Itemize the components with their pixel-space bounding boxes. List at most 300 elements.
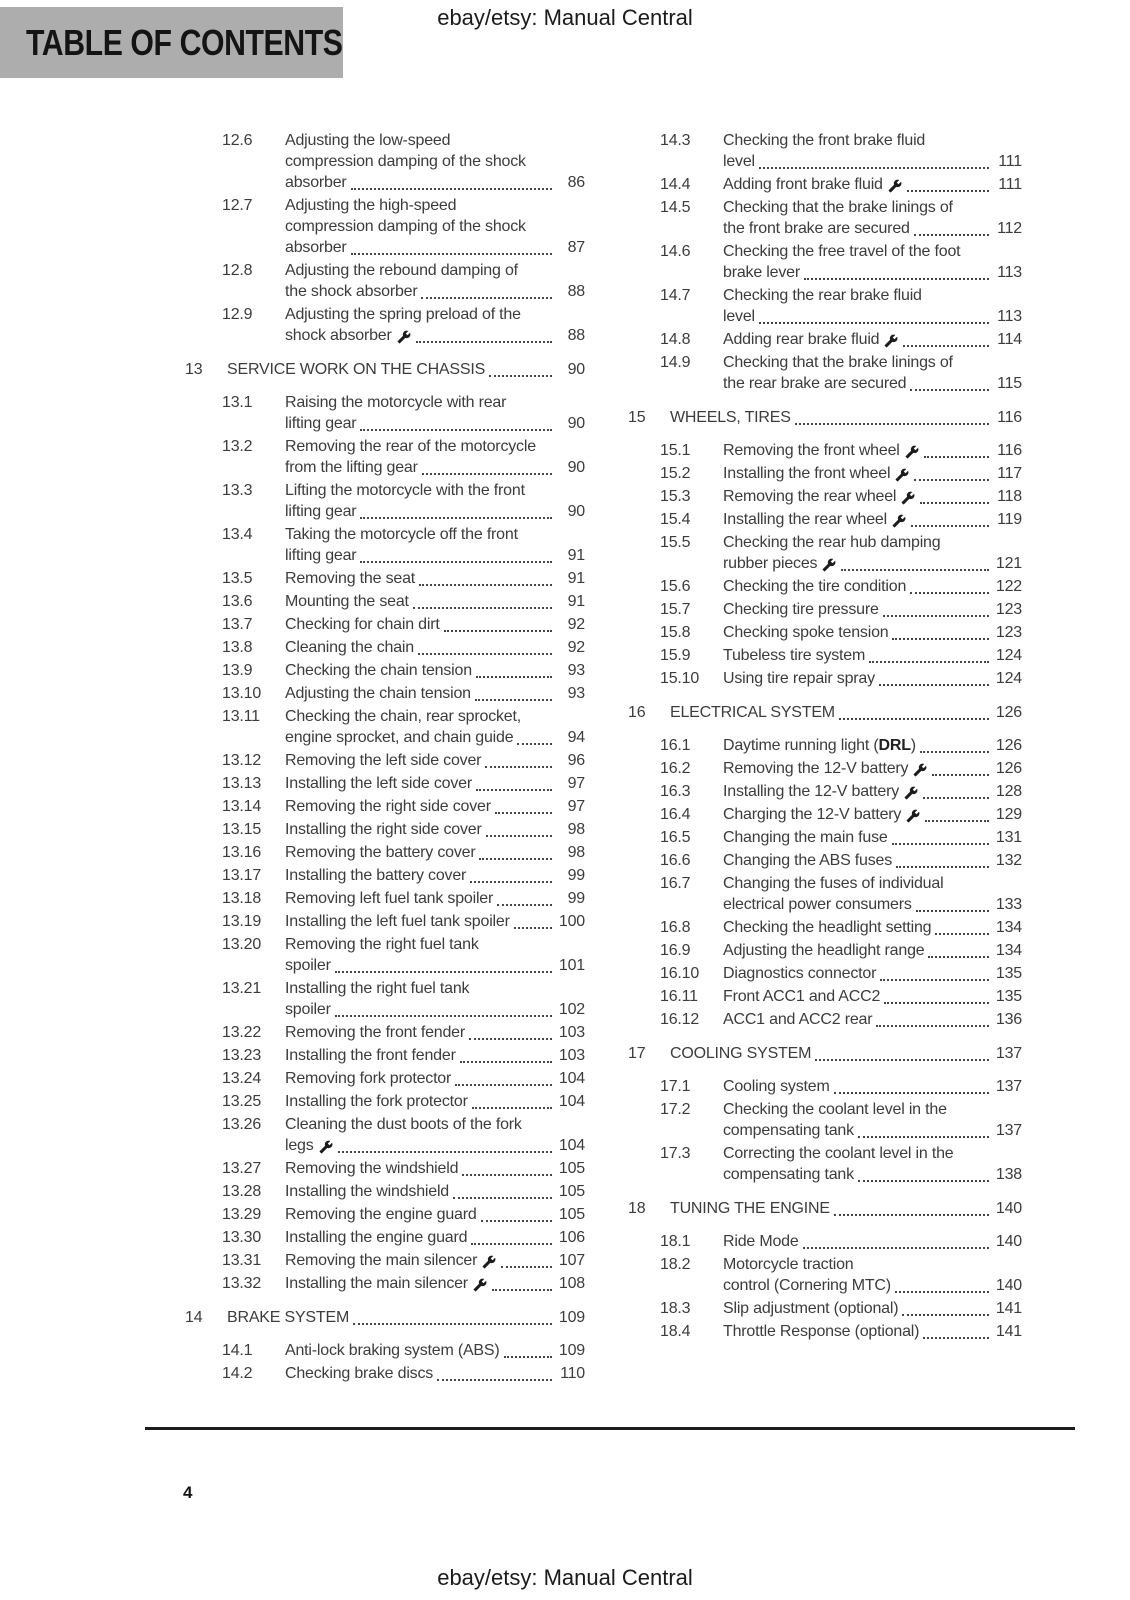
toc-title-text: Adding front brake fluid xyxy=(723,176,883,193)
toc-page-ref: 107 xyxy=(558,1252,585,1269)
leader-dots xyxy=(916,910,989,912)
toc-title-block xyxy=(285,436,585,478)
toc-title-block xyxy=(723,1254,1022,1296)
toc-title-block xyxy=(723,1231,1022,1252)
toc-number: 13.30 xyxy=(222,1229,262,1246)
leader-dots xyxy=(923,1337,989,1339)
toc-page-ref: 140 xyxy=(995,1200,1022,1217)
toc-title-text: Using tire repair spray xyxy=(723,670,875,687)
toc-number: 16.8 xyxy=(660,919,691,936)
toc-title-block xyxy=(285,911,585,932)
leader-dots xyxy=(353,1323,552,1325)
toc-title-block xyxy=(285,888,585,909)
toc-title-line: Adjusting the rebound damping of xyxy=(285,262,518,279)
toc-number: 17.3 xyxy=(660,1145,691,1162)
toc-title-block xyxy=(285,1227,585,1248)
toc-entry-row xyxy=(185,888,585,909)
toc-title-text: level xyxy=(723,153,755,170)
toc-title-text: Mounting the seat xyxy=(285,593,409,610)
toc-title-block xyxy=(285,773,585,794)
toc-number: 13.6 xyxy=(222,593,253,610)
toc-number: 16.5 xyxy=(660,829,691,846)
toc-page-ref: 114 xyxy=(997,331,1022,348)
leader-dots xyxy=(911,525,989,527)
toc-entry-row xyxy=(185,978,585,1020)
leader-dots xyxy=(501,1266,552,1268)
toc-title-text: COOLING SYSTEM xyxy=(670,1045,812,1062)
wrench-icon xyxy=(905,445,919,459)
toc-banner xyxy=(0,7,343,78)
wrench-icon xyxy=(892,514,906,528)
toc-page-ref: 131 xyxy=(995,829,1022,846)
leader-dots xyxy=(437,1379,552,1381)
toc-page-ref: 135 xyxy=(995,988,1022,1005)
toc-entry-row xyxy=(185,1022,585,1043)
toc-title-text: ACC1 and ACC2 rear xyxy=(723,1011,873,1028)
toc-title-block xyxy=(723,463,1022,484)
leader-dots xyxy=(418,653,552,655)
toc-page-ref: 103 xyxy=(558,1024,585,1041)
toc-number: 15.1 xyxy=(660,442,691,459)
toc-entry-row xyxy=(628,827,1022,848)
footer-rule xyxy=(145,1427,1075,1430)
toc-title-block xyxy=(723,352,1022,394)
toc-title-text: shock absorber xyxy=(285,327,392,344)
leader-dots xyxy=(892,638,989,640)
toc-title-text: Installing the front wheel xyxy=(723,465,891,482)
toc-page-ref: 133 xyxy=(995,896,1022,913)
toc-section-row xyxy=(185,1307,585,1328)
toc-title-text: from the lifting gear xyxy=(285,459,418,476)
toc-title-text: TUNING THE ENGINE xyxy=(670,1200,830,1217)
toc-number: 13.19 xyxy=(222,913,262,930)
toc-number: 18.2 xyxy=(660,1256,691,1273)
leader-dots xyxy=(486,835,552,837)
toc-entry-row xyxy=(628,735,1022,756)
leader-dots xyxy=(413,607,552,609)
toc-title-line: Adjusting the spring preload of the xyxy=(285,306,521,323)
toc-title-line: compression damping of the shock xyxy=(285,153,526,170)
toc-title-text: control (Cornering MTC) xyxy=(723,1277,891,1294)
toc-title-block xyxy=(285,978,585,1020)
toc-page-ref: 123 xyxy=(995,601,1022,618)
toc-page-ref: 124 xyxy=(995,670,1022,687)
toc-title-block xyxy=(670,1043,1022,1064)
toc-number: 18.1 xyxy=(660,1233,691,1250)
toc-entry-row xyxy=(628,917,1022,938)
toc-title-line: compression damping of the shock xyxy=(285,218,526,235)
toc-title-text: Removing the windshield xyxy=(285,1160,459,1177)
toc-title-text: rubber pieces xyxy=(723,555,818,572)
toc-entry-row xyxy=(185,1227,585,1248)
toc-entry-row xyxy=(628,1321,1022,1342)
toc-title-block xyxy=(723,622,1022,643)
toc-title-text: Removing the engine guard xyxy=(285,1206,477,1223)
toc-page-ref: 94 xyxy=(567,729,585,746)
toc-title-block xyxy=(723,130,1022,172)
toc-entry-row xyxy=(185,637,585,658)
leader-dots xyxy=(925,820,989,822)
leader-dots xyxy=(839,718,989,720)
toc-number: 15.4 xyxy=(660,511,691,528)
toc-title-line: Raising the motorcycle with rear xyxy=(285,394,507,411)
toc-title-block xyxy=(723,1076,1022,1097)
toc-entry-row xyxy=(185,773,585,794)
toc-entry-row xyxy=(628,285,1022,327)
leader-dots xyxy=(869,661,989,663)
toc-number: 13.21 xyxy=(222,980,262,997)
toc-page-ref: 140 xyxy=(995,1233,1022,1250)
toc-entry-row xyxy=(628,509,1022,530)
toc-title-text: spoiler xyxy=(285,957,331,974)
toc-page-ref: 137 xyxy=(995,1045,1022,1062)
toc-entry-row xyxy=(628,197,1022,239)
toc-title-block xyxy=(723,509,1022,530)
toc-column-left xyxy=(185,130,585,1386)
toc-title-block xyxy=(723,1321,1022,1342)
toc-title-block xyxy=(723,668,1022,689)
toc-entry-row xyxy=(628,1298,1022,1319)
toc-number: 13.29 xyxy=(222,1206,262,1223)
leader-dots xyxy=(920,502,989,504)
toc-number: 12.9 xyxy=(222,306,253,323)
toc-title-block xyxy=(285,683,585,704)
toc-entry-row xyxy=(628,576,1022,597)
toc-title-block xyxy=(723,804,1022,825)
toc-title-block xyxy=(227,1307,585,1328)
toc-page-ref: 109 xyxy=(558,1342,585,1359)
toc-number: 14.7 xyxy=(660,287,691,304)
leader-dots xyxy=(928,956,989,958)
toc-page-ref: 113 xyxy=(997,264,1022,281)
leader-dots xyxy=(914,479,989,481)
toc-page-ref: 111 xyxy=(998,153,1022,170)
toc-number: 14.6 xyxy=(660,243,691,260)
toc-title-text: lifting gear xyxy=(285,415,357,432)
toc-page-ref: 126 xyxy=(995,760,1022,777)
toc-title-line: Checking the front brake fluid xyxy=(723,132,926,149)
toc-page-ref: 90 xyxy=(567,503,585,520)
toc-section-row xyxy=(628,1198,1022,1219)
toc-title-text: SERVICE WORK ON THE CHASSIS xyxy=(227,361,486,378)
toc-title-line: Installing the right fuel tank xyxy=(285,980,470,997)
toc-entry-row xyxy=(185,819,585,840)
toc-title-text: Installing the engine guard xyxy=(285,1229,468,1246)
toc-number: 13.16 xyxy=(222,844,262,861)
toc-number: 13.8 xyxy=(222,639,253,656)
toc-number: 13.18 xyxy=(222,890,262,907)
toc-title-line: Cleaning the dust boots of the fork xyxy=(285,1116,522,1133)
toc-title-text: Removing the right side cover xyxy=(285,798,491,815)
toc-title-block xyxy=(723,781,1022,802)
toc-entry-row xyxy=(628,130,1022,172)
leader-dots xyxy=(804,278,989,280)
leader-dots xyxy=(476,789,552,791)
toc-number: 14.3 xyxy=(660,132,691,149)
toc-title-text: Slip adjustment (optional) xyxy=(723,1300,899,1317)
toc-title-block xyxy=(285,524,585,566)
toc-number: 16.12 xyxy=(660,1011,700,1028)
toc-number: 13.26 xyxy=(222,1116,262,1133)
toc-page-ref: 118 xyxy=(997,488,1022,505)
toc-title-text: Checking for chain dirt xyxy=(285,616,440,633)
toc-number: 15.8 xyxy=(660,624,691,641)
toc-title-block xyxy=(723,940,1022,961)
toc-entry-row xyxy=(628,599,1022,620)
leader-dots xyxy=(907,190,989,192)
toc-page-ref: 124 xyxy=(995,647,1022,664)
toc-number: 15.9 xyxy=(660,647,691,664)
toc-title-text: Checking the headlight setting xyxy=(723,919,932,936)
toc-title-line: Checking the rear brake fluid xyxy=(723,287,922,304)
toc-title-line: Checking the coolant level in the xyxy=(723,1101,947,1118)
toc-title-line: Taking the motorcycle off the front xyxy=(285,526,518,543)
toc-title-block xyxy=(285,568,585,589)
leader-dots xyxy=(504,1356,552,1358)
toc-page-ref: 137 xyxy=(995,1122,1022,1139)
toc-title-text: Installing the right side cover xyxy=(285,821,482,838)
leader-dots xyxy=(795,423,989,425)
toc-title-text: spoiler xyxy=(285,1001,331,1018)
toc-page-ref: 93 xyxy=(567,685,585,702)
leader-dots xyxy=(920,751,989,753)
header-site-label: ebay/etsy: Manual Central xyxy=(437,5,693,30)
toc-entry-row xyxy=(185,260,585,302)
toc-number: 13.28 xyxy=(222,1183,262,1200)
toc-title-text: engine sprocket, and chain guide xyxy=(285,729,514,746)
toc-title-block xyxy=(723,1099,1022,1141)
leader-dots xyxy=(472,1107,552,1109)
toc-page-ref: 90 xyxy=(567,361,585,378)
toc-title-block xyxy=(723,963,1022,984)
toc-page-ref: 88 xyxy=(567,327,585,344)
leader-dots xyxy=(924,456,989,458)
toc-page-ref: 99 xyxy=(567,867,585,884)
toc-entry-row xyxy=(628,1099,1022,1141)
toc-title-text: Installing the 12-V battery xyxy=(723,783,900,800)
toc-title-block xyxy=(285,750,585,771)
toc-title-block xyxy=(285,1022,585,1043)
toc-title-text: Cooling system xyxy=(723,1078,830,1095)
leader-dots xyxy=(892,843,989,845)
toc-title-text: Charging the 12-V battery xyxy=(723,806,902,823)
wrench-icon xyxy=(913,763,927,777)
toc-entry-row xyxy=(628,873,1022,915)
leader-dots xyxy=(517,743,552,745)
toc-title-block xyxy=(723,241,1022,283)
leader-dots xyxy=(460,1061,552,1063)
toc-title-block xyxy=(723,576,1022,597)
toc-entry-row xyxy=(628,850,1022,871)
toc-title-block xyxy=(723,917,1022,938)
toc-entry-row xyxy=(628,986,1022,1007)
toc-number: 17 xyxy=(628,1045,646,1062)
toc-title-text: Removing fork protector xyxy=(285,1070,452,1087)
toc-title-text: Installing the left fuel tank spoiler xyxy=(285,913,510,930)
toc-entry-row xyxy=(185,934,585,976)
toc-page-ref: 121 xyxy=(995,555,1022,572)
leader-dots xyxy=(360,561,552,563)
toc-entry-row xyxy=(628,1143,1022,1185)
toc-entry-row xyxy=(185,842,585,863)
wrench-icon xyxy=(482,1255,496,1269)
toc-number: 16.10 xyxy=(660,965,700,982)
leader-dots xyxy=(759,167,989,169)
toc-page-ref: 103 xyxy=(558,1047,585,1064)
leader-dots xyxy=(444,630,552,632)
toc-entry-row xyxy=(185,614,585,635)
leader-dots xyxy=(803,1247,989,1249)
toc-number: 18.3 xyxy=(660,1300,691,1317)
toc-title-block xyxy=(285,480,585,522)
toc-entry-row xyxy=(628,622,1022,643)
toc-title-block xyxy=(723,174,1022,195)
toc-number: 13.4 xyxy=(222,526,253,543)
toc-title-block xyxy=(723,1298,1022,1319)
toc-title-text: Installing the rear wheel xyxy=(723,511,887,528)
toc-page-ref: 117 xyxy=(997,465,1022,482)
toc-page-ref: 101 xyxy=(558,957,585,974)
toc-entry-row xyxy=(628,1009,1022,1030)
toc-title-text: Front ACC1 and ACC2 xyxy=(723,988,881,1005)
toc-page-ref: 135 xyxy=(995,965,1022,982)
leader-dots xyxy=(481,1220,552,1222)
toc-title-text: Checking spoke tension xyxy=(723,624,889,641)
toc-entry-row xyxy=(185,660,585,681)
toc-title-block xyxy=(723,986,1022,1007)
toc-title-block xyxy=(285,392,585,434)
leader-dots xyxy=(351,253,552,255)
leader-dots xyxy=(419,584,552,586)
toc-number: 13.25 xyxy=(222,1093,262,1110)
toc-title-text: Anti-lock braking system (ABS) xyxy=(285,1342,500,1359)
toc-entry-row xyxy=(185,1181,585,1202)
toc-page-ref: 141 xyxy=(995,1323,1022,1340)
toc-title-text: Installing the battery cover xyxy=(285,867,467,884)
toc-page-ref: 110 xyxy=(560,1365,585,1382)
toc-title-text: WHEELS, TIRES xyxy=(670,409,791,426)
toc-title-text: Installing the fork protector xyxy=(285,1093,468,1110)
toc-page-ref: 100 xyxy=(558,913,585,930)
toc-page-ref: 102 xyxy=(558,1001,585,1018)
toc-title-block xyxy=(285,195,585,258)
toc-entry-row xyxy=(185,568,585,589)
toc-number: 15.7 xyxy=(660,601,691,618)
toc-title-text: Installing the windshield xyxy=(285,1183,449,1200)
toc-entry-row xyxy=(628,645,1022,666)
toc-number: 13.22 xyxy=(222,1024,262,1041)
toc-number: 12.7 xyxy=(222,197,253,214)
toc-number: 17.2 xyxy=(660,1101,691,1118)
toc-number: 13.27 xyxy=(222,1160,262,1177)
toc-title-text: Checking the chain tension xyxy=(285,662,472,679)
toc-column-right xyxy=(628,130,1022,1344)
leader-dots xyxy=(910,389,989,391)
toc-title-block xyxy=(285,1045,585,1066)
toc-number: 18.4 xyxy=(660,1323,691,1340)
leader-dots xyxy=(883,615,989,617)
leader-dots xyxy=(884,1002,989,1004)
toc-page-ref: 92 xyxy=(567,639,585,656)
toc-entry-row xyxy=(628,532,1022,574)
toc-entry-row xyxy=(628,174,1022,195)
wrench-icon xyxy=(901,491,915,505)
toc-banner-title: TABLE OF CONTENTS xyxy=(26,21,343,63)
toc-title-block xyxy=(723,735,1022,756)
toc-title-text: Daytime running light (DRL) xyxy=(723,737,916,754)
toc-page-ref: 99 xyxy=(567,890,585,907)
toc-number: 13.20 xyxy=(222,936,262,953)
toc-title-block xyxy=(285,1340,585,1361)
footer-site-label: ebay/etsy: Manual Central xyxy=(437,1565,693,1590)
toc-section-row xyxy=(628,702,1022,723)
toc-title-block xyxy=(285,796,585,817)
toc-title-text: Installing the front fender xyxy=(285,1047,456,1064)
toc-page-ref: 109 xyxy=(558,1309,585,1326)
toc-title-block xyxy=(285,304,585,346)
toc-number: 16.4 xyxy=(660,806,691,823)
toc-title-text: Installing the left side cover xyxy=(285,775,472,792)
toc-entry-row xyxy=(628,486,1022,507)
toc-title-text: Throttle Response (optional) xyxy=(723,1323,920,1340)
toc-entry-row xyxy=(185,750,585,771)
toc-page-ref: 105 xyxy=(558,1183,585,1200)
toc-title-block xyxy=(285,591,585,612)
toc-page-ref: 134 xyxy=(995,942,1022,959)
toc-title-text: absorber xyxy=(285,174,347,191)
toc-title-text: Tubeless tire system xyxy=(723,647,866,664)
leader-dots xyxy=(876,1025,989,1027)
toc-title-text: lifting gear xyxy=(285,547,357,564)
toc-page-ref: 90 xyxy=(567,459,585,476)
toc-number: 13.10 xyxy=(222,685,262,702)
toc-number: 13.17 xyxy=(222,867,262,884)
leader-dots xyxy=(453,1197,552,1199)
toc-number: 15.5 xyxy=(660,534,691,551)
wrench-icon xyxy=(397,330,411,344)
toc-number: 13.31 xyxy=(222,1252,262,1269)
toc-title-line: Removing the rear of the motorcycle xyxy=(285,438,536,455)
toc-entry-row xyxy=(185,195,585,258)
toc-title-text: Changing the ABS fuses xyxy=(723,852,893,869)
toc-page-ref: 137 xyxy=(995,1078,1022,1095)
toc-title-text: the shock absorber xyxy=(285,283,418,300)
toc-page-ref: 93 xyxy=(567,662,585,679)
toc-page-ref: 97 xyxy=(567,798,585,815)
toc-title-text: Removing the rear wheel xyxy=(723,488,897,505)
toc-number: 16.9 xyxy=(660,942,691,959)
toc-title-block xyxy=(723,599,1022,620)
toc-number: 13.3 xyxy=(222,482,253,499)
toc-entry-row xyxy=(628,463,1022,484)
toc-number: 13.14 xyxy=(222,798,262,815)
toc-title-block xyxy=(723,532,1022,574)
leader-dots xyxy=(485,766,552,768)
toc-title-text: the front brake are secured xyxy=(723,220,910,237)
toc-title-block xyxy=(285,260,585,302)
toc-title-block xyxy=(723,486,1022,507)
toc-title-text: brake lever xyxy=(723,264,800,281)
wrench-icon xyxy=(906,809,920,823)
leader-dots xyxy=(935,933,989,935)
toc-entry-row xyxy=(185,865,585,886)
toc-number: 13.7 xyxy=(222,616,253,633)
toc-page-ref: 115 xyxy=(997,375,1022,392)
leader-dots xyxy=(858,1180,989,1182)
toc-title-text: electrical power consumers xyxy=(723,896,912,913)
toc-page-ref: 122 xyxy=(995,578,1022,595)
toc-title-text: Adding rear brake fluid xyxy=(723,331,880,348)
